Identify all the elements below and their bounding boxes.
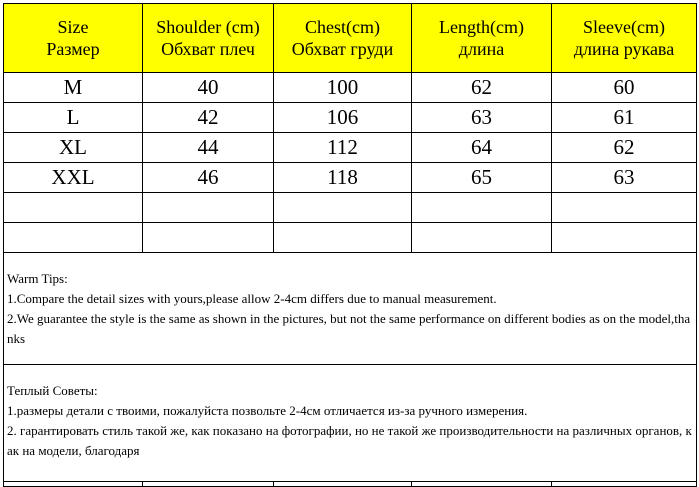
- cell-sleeve: [552, 193, 697, 223]
- header-length: Length(cm) длина: [412, 4, 552, 73]
- cell-shoulder: 46: [143, 163, 274, 193]
- cell-chest: [274, 223, 412, 253]
- header-chest: Chest(cm) Обхват груди: [274, 4, 412, 73]
- tips-russian-line1: 1.размеры детали с твоими, пожалуйста позвольте 2-4см отличается из-за ручного измерения.: [7, 403, 528, 418]
- tips-english-title: Warm Tips:: [7, 271, 68, 286]
- cell-shoulder: 42: [143, 103, 274, 133]
- bottom-cell: [412, 482, 552, 487]
- header-shoulder: Shoulder (cm) Обхват плеч: [143, 4, 274, 73]
- cell-length: 62: [412, 73, 552, 103]
- size-chart-table: [3, 3, 697, 487]
- cell-chest: 112: [274, 133, 412, 163]
- header-size: Size Размер: [4, 4, 143, 73]
- cell-shoulder: [143, 193, 274, 223]
- cell-size: [4, 193, 143, 223]
- cell-length: 63: [412, 103, 552, 133]
- bottom-cell: [4, 482, 143, 487]
- cell-size: XXL: [4, 163, 143, 193]
- bottom-cell: [143, 482, 274, 487]
- cell-size: M: [4, 73, 143, 103]
- cell-chest: 118: [274, 163, 412, 193]
- table-row: [4, 73, 697, 103]
- cell-chest: [274, 193, 412, 223]
- cell-shoulder: 40: [143, 73, 274, 103]
- cell-size: L: [4, 103, 143, 133]
- tips-english-line1: 1.Compare the detail sizes with yours,please allow 2-4cm differs due to manual measurement.: [7, 291, 497, 306]
- tips-english: [4, 253, 697, 365]
- header-row: [4, 4, 697, 73]
- table-row: [4, 163, 697, 193]
- cell-shoulder: 44: [143, 133, 274, 163]
- cell-shoulder: [143, 223, 274, 253]
- tips-russian-line2: 2. гарантировать стиль такой же, как показано на фотографии, но не такой же производительности на различных органов, как на модели, благодаря: [7, 423, 692, 458]
- table-row-empty: [4, 223, 697, 253]
- cell-sleeve: 60: [552, 73, 697, 103]
- table-row: [4, 103, 697, 133]
- cell-sleeve: 61: [552, 103, 697, 133]
- cell-length: [412, 193, 552, 223]
- cell-size: [4, 223, 143, 253]
- cell-chest: 100: [274, 73, 412, 103]
- cell-length: [412, 223, 552, 253]
- cell-size: XL: [4, 133, 143, 163]
- header-sleeve: Sleeve(cm) длина рукава: [552, 4, 697, 73]
- cell-sleeve: 62: [552, 133, 697, 163]
- bottom-cell: [274, 482, 412, 487]
- cell-sleeve: [552, 223, 697, 253]
- tips-russian-title: Теплый Советы:: [7, 383, 98, 398]
- table-row: [4, 133, 697, 163]
- tips-english-line2: 2.We guarantee the style is the same as shown in the pictures, but not the same performance on different bodies as on the model,thanks: [7, 311, 691, 346]
- table-row-empty: [4, 193, 697, 223]
- cell-length: 64: [412, 133, 552, 163]
- table-bottom-strip: [4, 482, 697, 487]
- cell-chest: 106: [274, 103, 412, 133]
- cell-length: 65: [412, 163, 552, 193]
- bottom-cell: [552, 482, 697, 487]
- cell-sleeve: 63: [552, 163, 697, 193]
- tips-english-row: [4, 253, 697, 365]
